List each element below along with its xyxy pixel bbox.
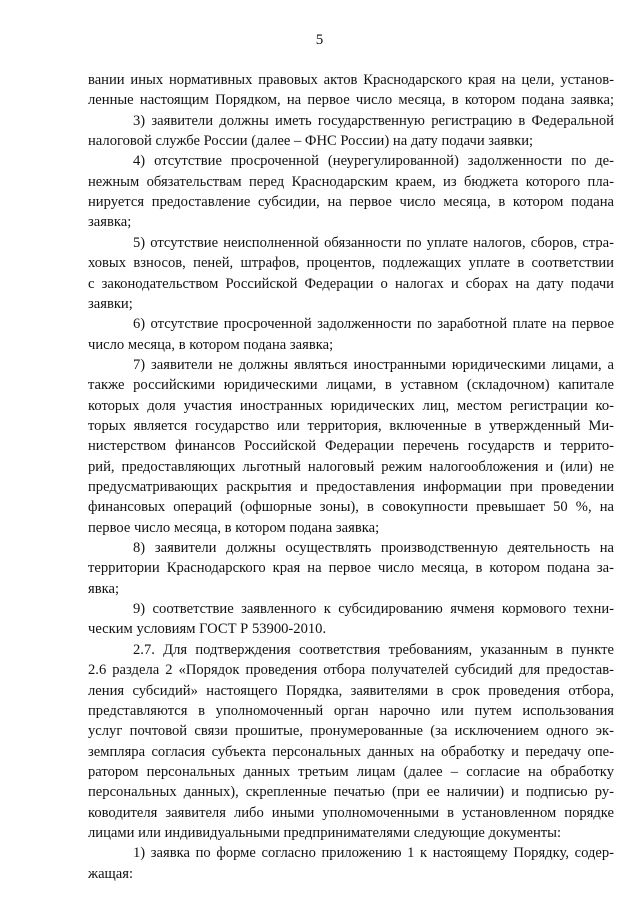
text-line: рий, предоставляющих льготный налоговый режим налогообложения и (или) не xyxy=(88,458,614,475)
text-line: персональных данных), скрепленные печатью (при ее наличии) и подписью ру- xyxy=(88,784,614,801)
text-line: представляются в уполномоченный орган нарочно или путем использования xyxy=(88,702,614,719)
text-line: которых доля участия иностранных юридических лиц, местом регистрации ко- xyxy=(88,397,614,414)
text-line: 7) заявители не должны являться иностранными юридическими лицами, а xyxy=(133,356,614,373)
text-line: с законодательством Российской Федерации о налогах и сборах на дату подачи xyxy=(88,275,614,292)
text-line: 2.7. Для подтверждения соответствия требованиям, указанным в пункте xyxy=(133,641,614,658)
text-line: ческим условиям ГОСТ Р 53900-2010. xyxy=(88,621,327,638)
text-line: явка; xyxy=(88,580,120,597)
text-line: ленные настоящим Порядком, на первое число месяца, в котором подана заявка; xyxy=(88,92,614,109)
text-line: 3) заявители должны иметь государственную регистрацию в Федеральной xyxy=(133,112,614,129)
text-line: 9) соответствие заявленного к субсидированию ячменя кормового техни- xyxy=(133,601,614,618)
text-line: жащая: xyxy=(88,865,134,882)
text-line: вании иных нормативных правовых актов Краснодарского края на цели, установ- xyxy=(88,72,614,88)
text-line: 2.6 раздела 2 «Порядок проведения отбора получателей субсидий для предостав- xyxy=(88,662,614,679)
page-number: 5 xyxy=(315,32,324,48)
text-line: заявки; xyxy=(88,295,133,312)
text-line: 5) отсутствие неисполненной обязанности по уплате налогов, сборов, стра- xyxy=(133,234,614,251)
text-line: 6) отсутствие просроченной задолженности по заработной плате на первое xyxy=(133,316,614,333)
text-line: ководителя заявителя либо иными уполномоченными в установленном порядке xyxy=(88,804,614,821)
text-line: финансовых операций (офшорные зоны), в совокупности превышает 50 %, на xyxy=(88,499,614,516)
text-line: 1) заявка по форме согласно приложению 1 к настоящему Порядку, содер- xyxy=(133,845,614,862)
text-line: земпляра согласия субъекта персональных данных на обработку и передачу опе- xyxy=(88,743,614,760)
text-line: лицами или индивидуальными предпринимателями следующие документы: xyxy=(88,824,562,841)
text-line: нистерством финансов Российской Федерации перечень государств и террито- xyxy=(88,438,614,455)
text-line: 4) отсутствие просроченной (неурегулированной) задолженности по де- xyxy=(133,153,614,170)
text-line: ления субсидий» настоящего Порядка, заявителями в срок проведения отбора, xyxy=(88,682,614,699)
text-line: территории Краснодарского края на первое число месяца, в котором подана за- xyxy=(88,560,614,577)
text-line: предусматривающих раскрытия и предоставления информации при проведении xyxy=(88,479,614,495)
text-line: налоговой службе России (далее – ФНС России) на дату подачи заявки; xyxy=(88,133,534,150)
text-line: торых является государство или территория, включенные в утвержденный Ми- xyxy=(88,417,614,434)
text-line: услуг почтовой связи прошитые, пронумерованные (за исключением одного эк- xyxy=(88,723,614,740)
text-line: нежным обязательствам перед Краснодарским краем, из бюджета которого пла- xyxy=(88,173,614,190)
text-line: нируется предоставление субсидии, на первое число месяца, в котором подана xyxy=(88,194,614,211)
text-line: заявка; xyxy=(88,214,132,231)
text-line: ратором персональных данных третьим лицам (далее – согласие на обработку xyxy=(88,763,614,780)
text-line: ховых взносов, пеней, штрафов, процентов, подлежащих уплате в соответствии xyxy=(88,255,614,272)
text-line: первое число месяца, в котором подана заявка; xyxy=(88,519,380,536)
text-line: число месяца, в котором подана заявка; xyxy=(88,336,334,353)
text-line: 8) заявители должны осуществлять производственную деятельность на xyxy=(133,540,614,557)
text-line: также российскими юридическими лицами, в уставном (складочном) капитале xyxy=(88,377,614,394)
